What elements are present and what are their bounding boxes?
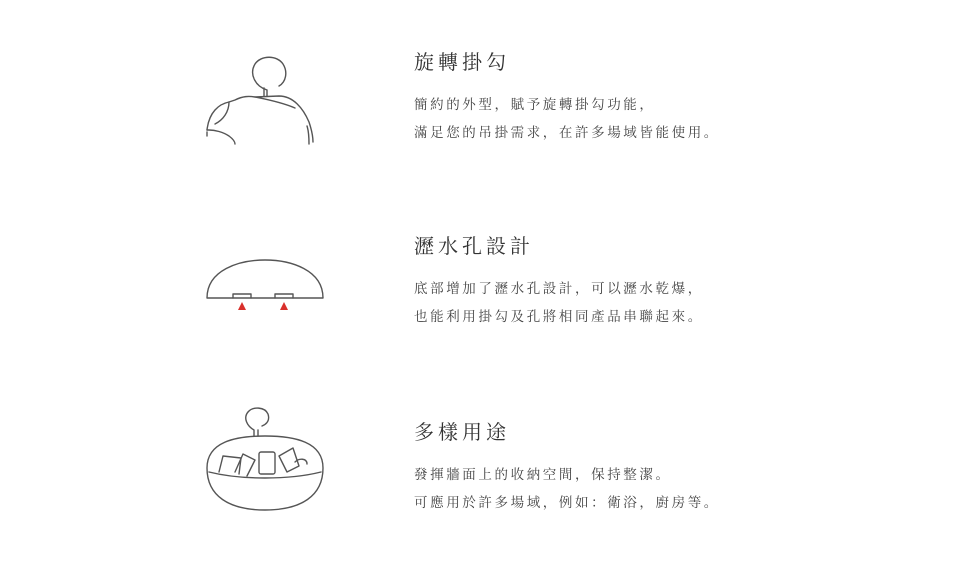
feature-text [414, 50, 720, 147]
description-line: 也能利用掛勾及孔將相同產品串聯起來。 [414, 309, 704, 325]
feature-title: 瀝水孔設計 [414, 234, 534, 258]
feature-title: 多樣用途 [414, 420, 510, 444]
description-line: 滿足您的吊掛需求，在許多場域皆能使用。 [414, 125, 720, 141]
feature-text [414, 420, 720, 517]
description-line: 可應用於許多場域，例如：衛浴，廚房等。 [414, 495, 720, 511]
feature-description [414, 275, 704, 331]
feature-description [414, 91, 720, 147]
description-line: 發揮牆面上的收納空間，保持整潔。 [414, 467, 672, 483]
feature-description [414, 461, 720, 517]
description-line: 簡約的外型，賦予旋轉掛勾功能， [414, 97, 656, 113]
feature-title: 旋轉掛勾 [414, 50, 510, 74]
rotating-hook-illustration-icon [195, 46, 335, 146]
description-line: 底部增加了瀝水孔設計，可以瀝水乾爆， [414, 281, 704, 297]
multi-use-illustration-icon [195, 406, 335, 518]
feature-text [414, 234, 704, 331]
drain-hole-illustration-icon [195, 256, 335, 316]
